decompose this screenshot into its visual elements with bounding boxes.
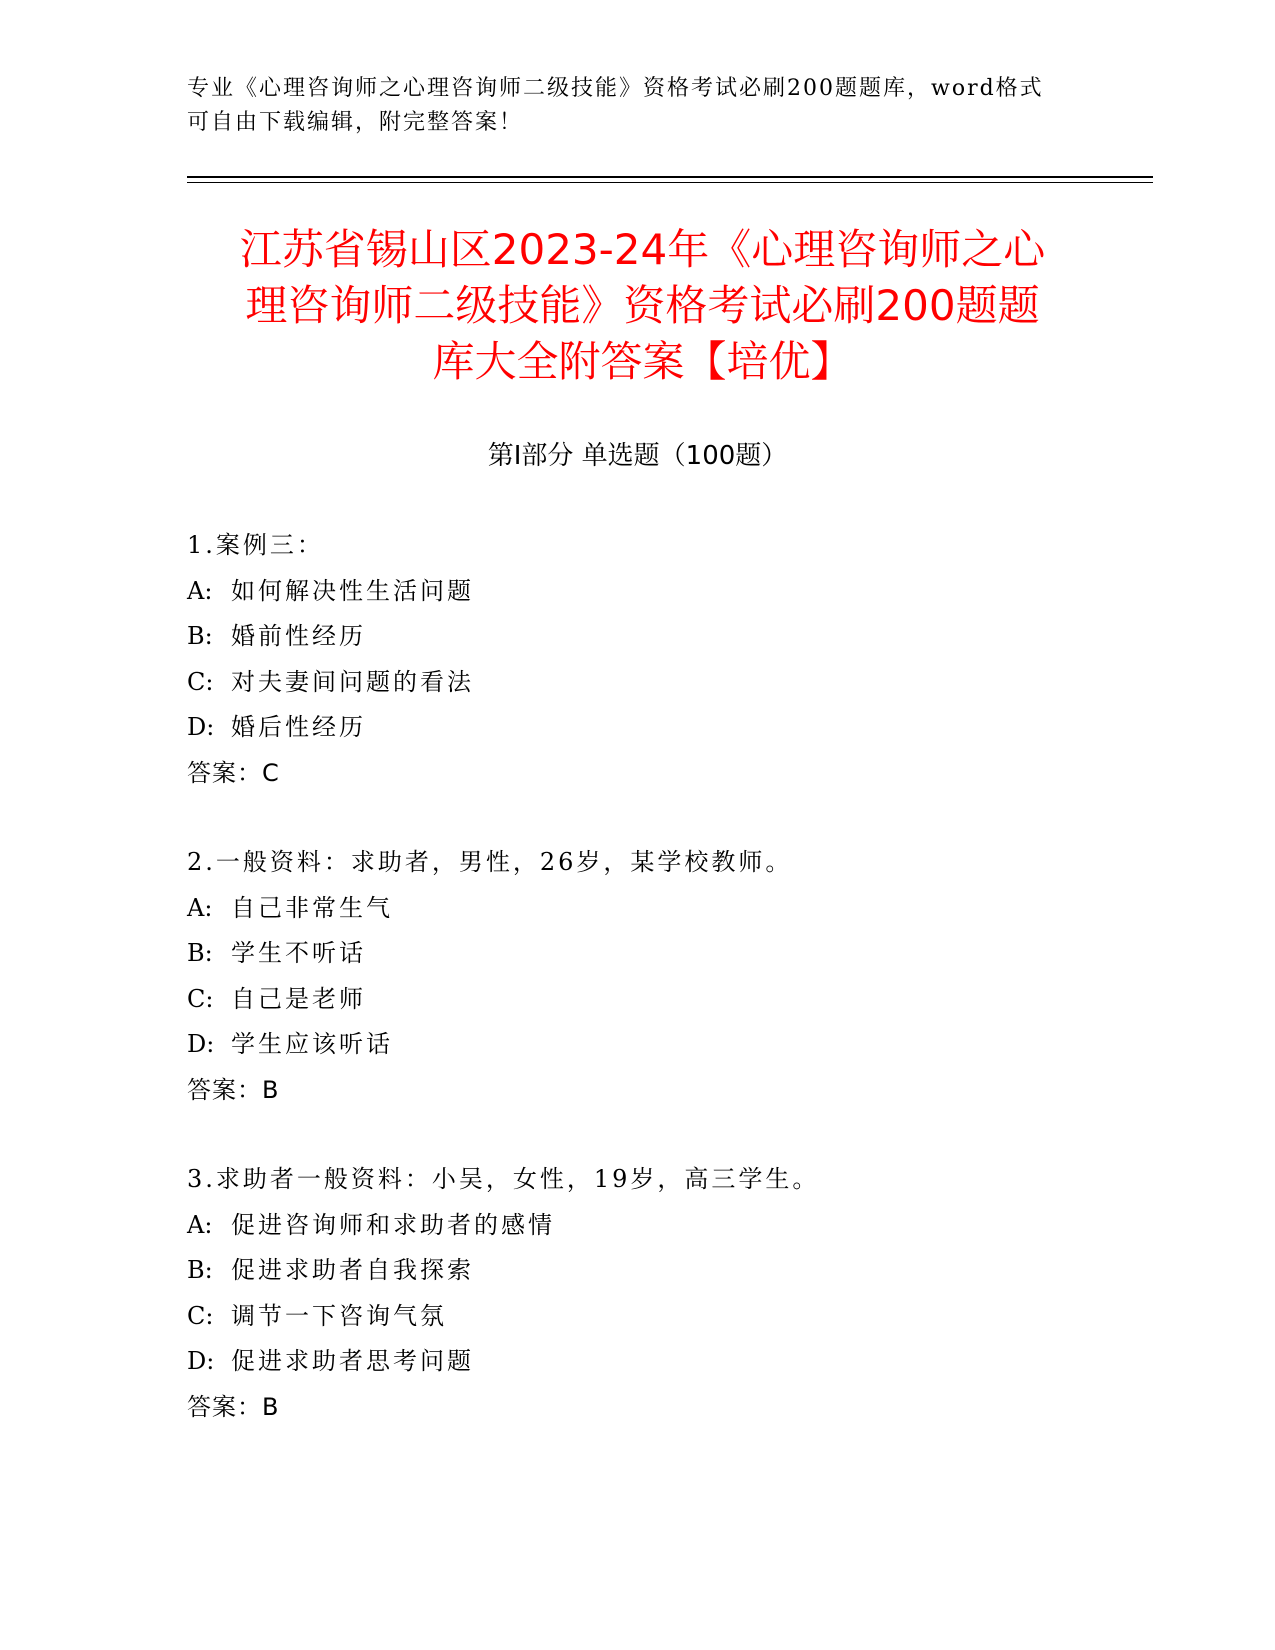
option-key: A: — [187, 893, 213, 922]
option-text: 婚前性经历 — [231, 622, 366, 650]
section-heading: 第Ⅰ部分 单选题（100题） — [487, 441, 788, 471]
option-text: 促进求助者思考问题 — [231, 1347, 474, 1375]
question-2 — [187, 845, 1127, 1107]
option-key: A: — [187, 1210, 213, 1239]
question-3 — [187, 1162, 1127, 1424]
question-stem: 3.求助者一般资料：小吴，女性，19岁，高三学生。 — [187, 1165, 820, 1193]
option-a — [187, 574, 1127, 620]
option-text: 自己是老师 — [231, 984, 366, 1013]
answer: 答案：B — [187, 1392, 280, 1421]
option-text: 婚后性经历 — [231, 713, 366, 741]
option-d — [187, 710, 1127, 756]
title-line-2: 理咨询师二级技能》资格考试必刷200题题 — [245, 281, 1040, 330]
option-c — [187, 982, 1127, 1028]
option-key: C: — [187, 667, 214, 696]
option-text: 如何解决性生活问题 — [231, 576, 474, 605]
option-d — [187, 1344, 1127, 1390]
option-a — [187, 891, 1127, 937]
option-text: 调节一下咨询气氛 — [231, 1301, 447, 1330]
document-title — [160, 222, 1125, 390]
option-key: D: — [187, 713, 215, 741]
option-text: 自己非常生气 — [231, 893, 393, 922]
question-1 — [187, 528, 1127, 790]
header-note-line-1: 专业《心理咨询师之心理咨询师二级技能》资格考试必刷200题题库，word格式 — [187, 76, 1044, 101]
answer: 答案：C — [187, 758, 280, 787]
header-rule-thick — [187, 176, 1153, 178]
option-key: D: — [187, 1030, 215, 1058]
option-key: B: — [187, 1256, 213, 1284]
option-d — [187, 1027, 1127, 1073]
option-text: 学生应该听话 — [231, 1030, 393, 1058]
option-b — [187, 619, 1127, 665]
option-c — [187, 1299, 1127, 1345]
answer: 答案：B — [187, 1075, 280, 1104]
option-key: C: — [187, 1301, 214, 1330]
header-note — [187, 72, 1067, 140]
question-stem: 2.一般资料：求助者，男性，26岁，某学校教师。 — [187, 848, 793, 876]
option-b — [187, 1253, 1127, 1299]
option-key: B: — [187, 622, 213, 650]
title-line-3: 库大全附答案【培优】 — [432, 337, 853, 386]
option-key: A: — [187, 576, 213, 605]
option-c — [187, 665, 1127, 711]
option-text: 对夫妻间问题的看法 — [231, 667, 474, 696]
option-text: 学生不听话 — [231, 939, 366, 967]
header-rule-thin — [187, 182, 1153, 183]
option-text: 促进求助者自我探索 — [231, 1256, 474, 1284]
header-note-line-2: 可自由下载编辑，附完整答案！ — [187, 110, 524, 135]
question-stem: 1.案例三： — [187, 531, 324, 559]
option-b — [187, 936, 1127, 982]
option-key: C: — [187, 984, 214, 1013]
title-line-1: 江苏省锡山区2023-24年《心理咨询师之心 — [239, 225, 1046, 274]
option-key: B: — [187, 939, 213, 967]
option-a — [187, 1208, 1127, 1254]
option-key: D: — [187, 1347, 215, 1375]
option-text: 促进咨询师和求助者的感情 — [231, 1210, 555, 1239]
